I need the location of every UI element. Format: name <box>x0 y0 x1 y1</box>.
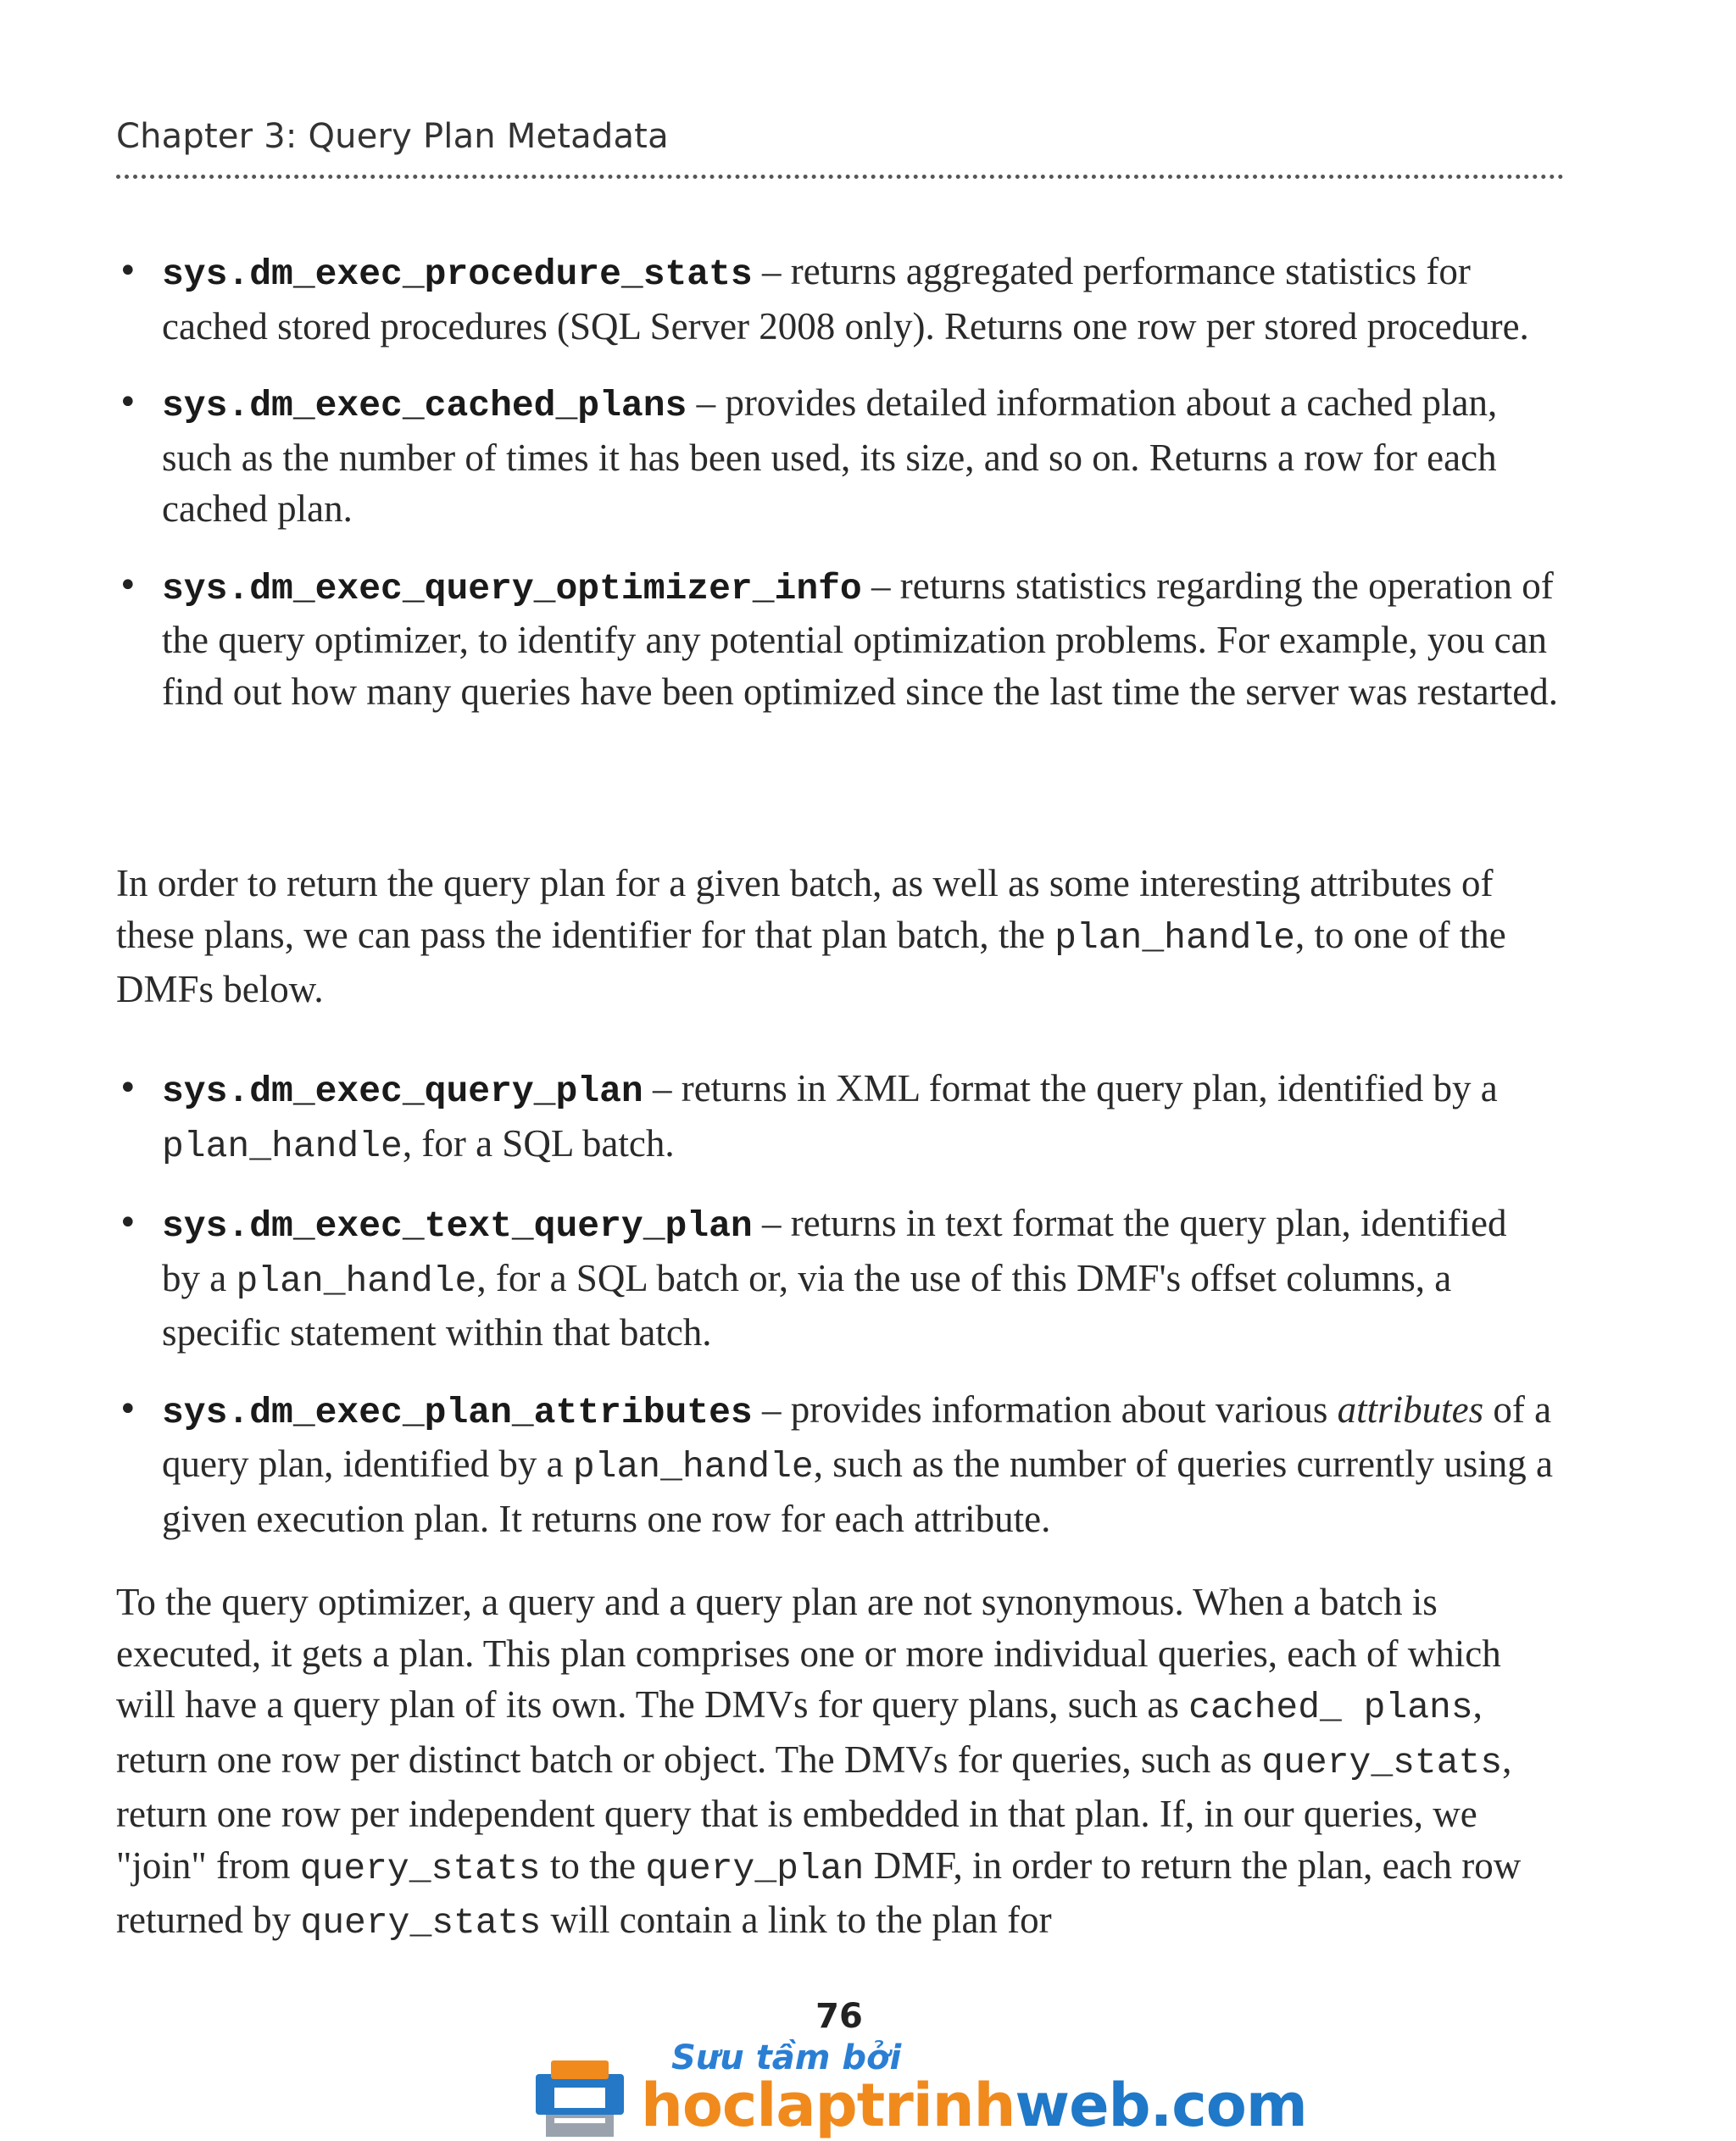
inline-code: query_plan <box>645 1847 865 1889</box>
list-item <box>116 1198 1552 1359</box>
bullet-icon: • <box>118 1204 138 1243</box>
page-number: 76 <box>815 1997 863 2036</box>
text-run: , for a SQL batch. <box>402 1121 675 1165</box>
list-item <box>116 246 1569 352</box>
text-run: , to one of the DMFs below. <box>116 913 1506 1010</box>
list-item <box>116 1063 1552 1172</box>
text-run: In order to return the query plan for a given batch, as well as some interesting attributes of these plans, we can pass the identifier for that plan batch, the <box>116 862 1494 956</box>
text-run: To the query optimizer, a query and a query plan are not synonymous. When a batch is executed, it gets a plan. This plan comprises one or more individual queries, each of which will have a query plan of its own. The DMVs for query plans, such as <box>116 1581 1501 1726</box>
text-run: , return one row per independent query that is embedded in that plan. If, in our queries, we "join" from <box>116 1738 1512 1887</box>
inline-code: query_stats <box>1261 1741 1503 1783</box>
running-head: Chapter 3: Query Plan Metadata <box>116 117 669 156</box>
emphasis: attributes <box>1337 1387 1484 1431</box>
paragraph <box>116 858 1574 1015</box>
header-dotted-rule <box>116 175 1564 179</box>
list-item <box>116 1384 1574 1545</box>
text-run: – returns in XML format the query plan, identified by a <box>643 1067 1498 1109</box>
text-run: DMF, in order to return the plan, each row returned by <box>116 1843 1522 1941</box>
dmf-term: sys.dm_exec_plan_attributes <box>162 1391 753 1433</box>
dmf-list <box>116 1063 1574 1544</box>
watermark <box>529 2038 1307 2141</box>
paragraph <box>116 1577 1557 1949</box>
dmf-term: sys.dm_exec_text_query_plan <box>162 1205 753 1247</box>
dmf-term: sys.dm_exec_query_plan <box>162 1070 643 1112</box>
list-item <box>116 377 1574 535</box>
dmv-list <box>116 246 1574 717</box>
text-run: , return one row per distinct batch or object. The DMVs for queries, such as <box>116 1683 1483 1781</box>
text-run: – returns in text format the query plan, identified by a <box>162 1202 1507 1299</box>
text-run: , such as the number of queries currently using a given execution plan. It returns one row for each attribute. <box>162 1443 1553 1540</box>
inline-code: plan_handle <box>162 1125 403 1167</box>
dmv-description: – provides detailed information about a cached plan, such as the number of times it has been used, its size, and so on. Returns a row for each cached plan. <box>162 381 1498 530</box>
text-run: , for a SQL batch or, via the use of this DMF's offset columns, a specific statement within that batch. <box>162 1256 1452 1354</box>
inline-code: plan_handle <box>1054 916 1295 959</box>
dmv-description: – returns aggregated performance statistics for cached stored procedures (SQL Server 2008 only). Returns one row per stored procedure. <box>162 250 1529 348</box>
dmv-term: sys.dm_exec_query_optimizer_info <box>162 567 862 609</box>
bullet-icon: • <box>118 565 138 605</box>
dmv-term: sys.dm_exec_procedure_stats <box>162 253 753 295</box>
text-run: – provides information about various <box>752 1387 1338 1431</box>
inline-code: query_stats <box>300 1902 542 1944</box>
watermark-site-part2: web.com <box>1015 2071 1307 2140</box>
text-run: to the <box>540 1843 646 1887</box>
watermark-logo-icon <box>529 2055 631 2140</box>
dmv-description: – returns statistics regarding the operation of the query optimizer, to identify any potential optimization problems. For example, you can find out how many queries have been optimized since the last time the server was restarted. <box>162 564 1558 713</box>
inline-code: cached_ plans <box>1188 1687 1473 1728</box>
bullet-icon: • <box>118 1069 138 1108</box>
list-item <box>116 560 1574 718</box>
inline-code: plan_handle <box>572 1446 814 1488</box>
dmv-term: sys.dm_exec_cached_plans <box>162 385 687 426</box>
text-run: will contain a link to the plan for <box>541 1899 1052 1941</box>
bullet-icon: • <box>118 252 138 291</box>
inline-code: plan_handle <box>236 1260 477 1302</box>
watermark-site <box>641 2071 1307 2140</box>
text-run: of a query plan, identified by a <box>162 1387 1552 1485</box>
watermark-tagline: Sưu tầm bởi <box>671 2038 902 2077</box>
inline-code: query_stats <box>299 1847 541 1889</box>
watermark-site-part1: hoclaptrinh <box>641 2071 1015 2140</box>
bullet-icon: • <box>118 383 138 422</box>
bullet-icon: • <box>118 1389 138 1429</box>
